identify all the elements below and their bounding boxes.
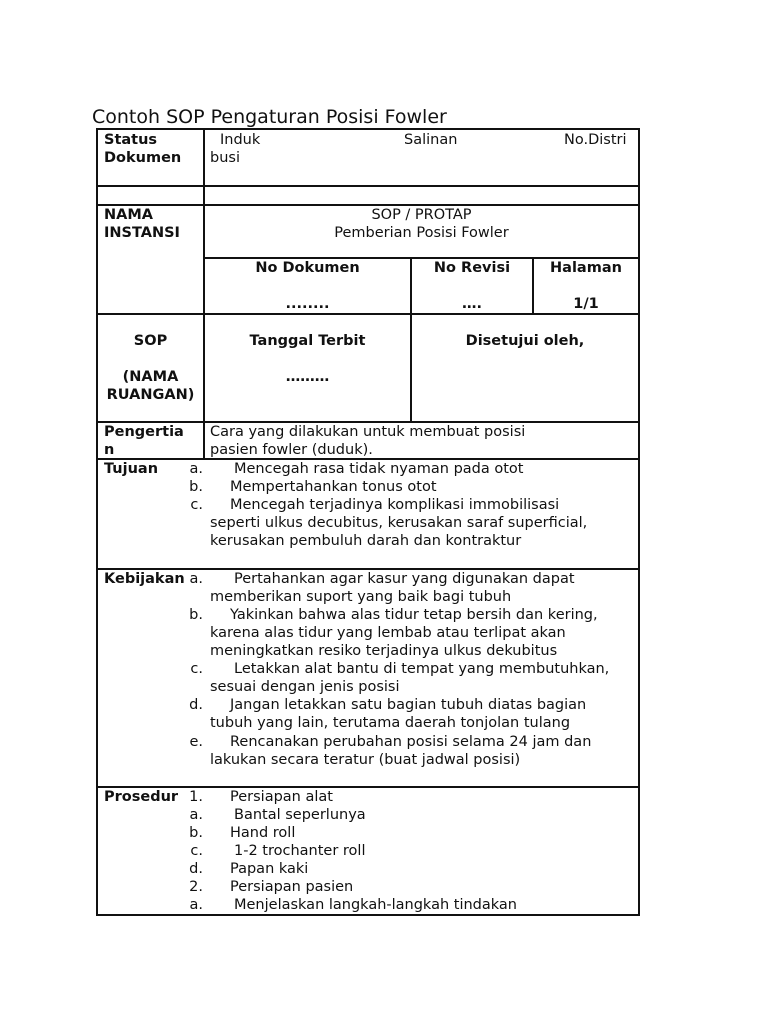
tujuan-item: seperti ulkus decubitus, kerusakan saraf superficial, [210, 515, 588, 531]
list-marker: c. [190, 661, 203, 677]
list-marker: b. [189, 479, 203, 495]
list-marker: a. [189, 461, 203, 477]
list-marker: b. [189, 825, 203, 841]
list-marker: a. [189, 897, 203, 913]
sop-protap-heading: SOP / PROTAP [371, 207, 472, 223]
nama-ruangan-label: (NAMA [122, 369, 179, 385]
list-marker: c. [190, 843, 203, 859]
prosedur-item: Persiapan alat [230, 789, 333, 805]
prosedur-item: Hand roll [230, 825, 296, 841]
list-marker: 2. [189, 879, 203, 895]
list-marker: 1. [189, 789, 203, 805]
pengertian-label-2: n [104, 442, 115, 458]
kebijakan-item: sesuai dengan jenis posisi [210, 679, 400, 695]
tanggal-terbit-label: Tanggal Terbit [249, 333, 366, 349]
no-revisi-value: …. [461, 296, 482, 312]
list-marker: d. [189, 861, 203, 877]
no-revisi-label: No Revisi [433, 260, 511, 276]
kebijakan-item: Letakkan alat bantu di tempat yang membutuhkan, [234, 661, 610, 677]
status-label: Status [104, 132, 158, 148]
kebijakan-item: Yakinkan bahwa alas tidur tetap bersih dan kering, [230, 607, 598, 623]
list-marker: e. [189, 734, 203, 750]
tanggal-terbit-value: ……… [285, 369, 330, 385]
kebijakan-item: Pertahankan agar kasur yang digunakan dapat [234, 571, 575, 587]
page-title: Contoh SOP Pengaturan Posisi Fowler [92, 106, 447, 128]
halaman-value: 1/1 [573, 296, 599, 312]
prosedur-item: Menjelaskan langkah-langkah tindakan [234, 897, 517, 913]
kebijakan-item: Jangan letakkan satu bagian tubuh diatas bagian [230, 697, 587, 713]
document-title: Pemberian Posisi Fowler [334, 225, 509, 241]
no-distribusi-text-cont: busi [210, 150, 240, 166]
pengertian-text: Cara yang dilakukan untuk membuat posisi [210, 424, 526, 440]
tujuan-label: Tujuan [104, 461, 159, 477]
nama-ruangan-label-2: RUANGAN) [106, 387, 195, 403]
halaman-label: Halaman [550, 260, 622, 276]
kebijakan-item: lakukan secara teratur (buat jadwal posisi) [210, 752, 521, 768]
list-marker: a. [189, 571, 203, 587]
kebijakan-label: Kebijakan [104, 571, 185, 587]
nama-instansi-label-2: INSTANSI [104, 225, 180, 241]
tujuan-item: Mempertahankan tonus otot [230, 479, 437, 495]
prosedur-item: 1-2 trochanter roll [234, 843, 366, 859]
tujuan-item: Mencegah terjadinya komplikasi immobilisasi [230, 497, 560, 513]
prosedur-label: Prosedur [104, 789, 179, 805]
kebijakan-item: tubuh yang lain, terutama daerah tonjolan tulang [210, 715, 571, 731]
no-dokumen-value: ........ [285, 296, 330, 312]
disetujui-label: Disetujui oleh, [465, 333, 585, 349]
list-marker: c. [190, 497, 203, 513]
list-marker: d. [189, 697, 203, 713]
pengertian-text: pasien fowler (duduk). [210, 442, 373, 458]
kebijakan-item: karena alas tidur yang lembab atau terlipat akan [210, 625, 566, 641]
pengertian-label: Pengertia [104, 424, 184, 440]
kebijakan-item: memberikan suport yang baik bagi tubuh [210, 589, 512, 605]
prosedur-item: Persiapan pasien [230, 879, 354, 895]
tujuan-item: Mencegah rasa tidak nyaman pada otot [234, 461, 524, 477]
kebijakan-item: meningkatkan resiko terjadinya ulkus dekubitus [210, 643, 558, 659]
salinan-text: Salinan [404, 132, 458, 148]
kebijakan-item: Rencanakan perubahan posisi selama 24 jam dan [230, 734, 592, 750]
nama-instansi-label: NAMA [104, 207, 154, 223]
tujuan-item: kerusakan pembuluh darah dan kontraktur [210, 533, 522, 549]
no-distribusi-text: No.Distri [564, 132, 627, 148]
prosedur-item: Bantal seperlunya [234, 807, 366, 823]
status-label-2: Dokumen [104, 150, 182, 166]
no-dokumen-label: No Dokumen [255, 260, 360, 276]
prosedur-item: Papan kaki [230, 861, 309, 877]
list-marker: b. [189, 607, 203, 623]
induk-text: Induk [220, 132, 261, 148]
sop-label: SOP [133, 333, 168, 349]
list-marker: a. [189, 807, 203, 823]
